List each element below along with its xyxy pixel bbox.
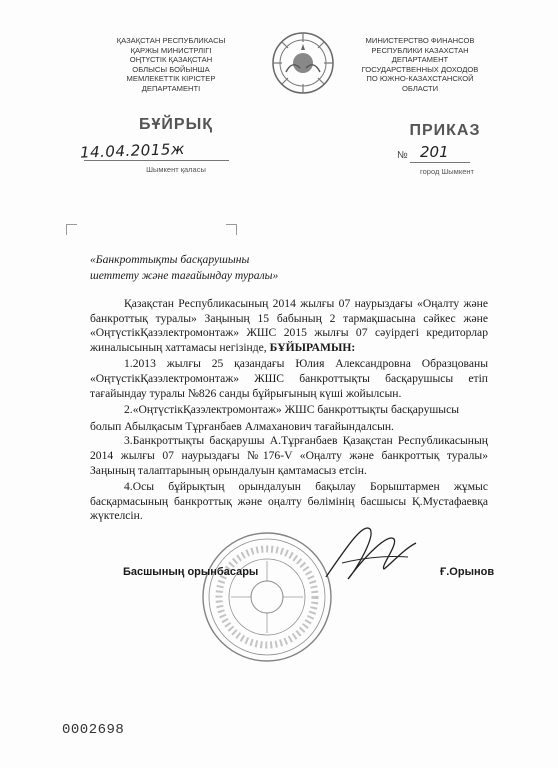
handwritten-number: 201 xyxy=(420,143,449,161)
order-item-1: 1.2013 жылғы 25 қазандағы Юлия Александровна Образцованы «ОңтүстікҚазэлектромонтаж» ЖШС банкроттықты басқарушысы етіп тағайындау туралы №826 санды бұйрығының күші жойылсын. xyxy=(90,357,488,400)
header-right-block xyxy=(353,36,487,94)
date-underline xyxy=(84,160,229,161)
order-item-2-continued: болып Абылқасым Тұрғанбаев Алмаханович тағайындалсын. xyxy=(90,419,394,433)
subject-corner-mark-right xyxy=(226,224,237,235)
preamble-paragraph xyxy=(90,297,488,355)
subject-line: «Банкроттықты басқарушыны xyxy=(90,253,250,266)
header-right-line: ГОСУДАРСТВЕННЫХ ДОХОДОВ xyxy=(361,64,479,74)
header-right-line: ОБЛАСТИ xyxy=(401,83,439,93)
number-underline xyxy=(410,162,470,163)
order-directive: БҰЙЫРАМЫН: xyxy=(269,340,356,354)
preamble-text: Қазақстан Республикасының 2014 жылғы 07 наурыздағы «Оңалту және банкроттық туралы» Заңының 15 бабының 2 тармақшасына сәйкес және «ОңтүстікҚазэлектромонтаж» ЖШС 2015 жылғы 07 сәуірдегі кредиторлар жиналысының хаттамасы негізінде, xyxy=(90,297,488,354)
order-item-4: 4.Осы бұйрықтың орындалуын бақылау Борыштармен жұмыс басқармасының банкроттық және оңалту бөлімінің басшысы Қ.Мустафаевқа жүктелсін. xyxy=(90,480,488,523)
header-left-line: ОҢТҮСТІК ҚАЗАҚСТАН xyxy=(129,55,213,65)
header-right-line: ПО ЮЖНО-КАЗАХСТАНСКОЙ xyxy=(366,74,474,84)
state-emblem-icon xyxy=(270,30,336,96)
header-left-line: ОБЛЫСЫ БОЙЫНША xyxy=(132,64,210,74)
order-label-ru: ПРИКАЗ xyxy=(409,122,481,139)
city-label-ru: город Шымкент xyxy=(420,167,474,176)
serial-number: 0002698 xyxy=(62,722,125,738)
order-item-2: 2.«ОңтүстікҚазэлектромонтаж» ЖШС банкроттықты басқарушысы xyxy=(124,403,460,417)
header-left-block xyxy=(105,36,237,94)
header-left-line: ДЕПАРТАМЕНТІ xyxy=(141,83,201,93)
order-item-3: 3.Банкроттықты басқарушы А.Тұрғанбаев Қазақстан Республикасының 2014 жылғы 07 наурыздағы №176-V «Оңалту және банкроттық туралы» Заңының талаптарының орындалуын қамтамасыз етсін. xyxy=(90,434,488,477)
header-right-line: МИНИСТЕРСТВО ФИНАНСОВ xyxy=(365,36,475,45)
subject-line: шеттету және тағайындау туралы» xyxy=(90,269,279,282)
number-prefix: № xyxy=(397,150,408,161)
header-left-line: ҚАЗАҚСТАН РЕСПУБЛИКАСЫ xyxy=(116,36,226,45)
city-label-kz: Шымкент қаласы xyxy=(146,165,206,174)
header-left-line: ҚАРЖЫ МИНИСТРЛІГІ xyxy=(130,45,212,55)
order-subject xyxy=(90,252,350,284)
header-left-line: МЕМЛЕКЕТТІК КІРІСТЕР xyxy=(126,74,216,84)
order-body xyxy=(90,297,488,526)
header-right-line: ДЕПАРТАМЕНТ xyxy=(391,55,449,65)
header-right-line: РЕСПУБЛИКИ КАЗАХСТАН xyxy=(371,45,469,55)
subject-corner-mark-left xyxy=(66,224,77,235)
handwritten-signature-icon xyxy=(318,515,428,595)
order-label-kz: БҰЙРЫҚ xyxy=(139,116,213,133)
handwritten-date: 14.04.2015ж xyxy=(79,139,186,162)
signatory-name: Ғ.Орынов xyxy=(440,566,495,578)
signatory-title: Басшының орынбасары xyxy=(123,566,259,578)
official-seal-icon xyxy=(198,528,336,666)
